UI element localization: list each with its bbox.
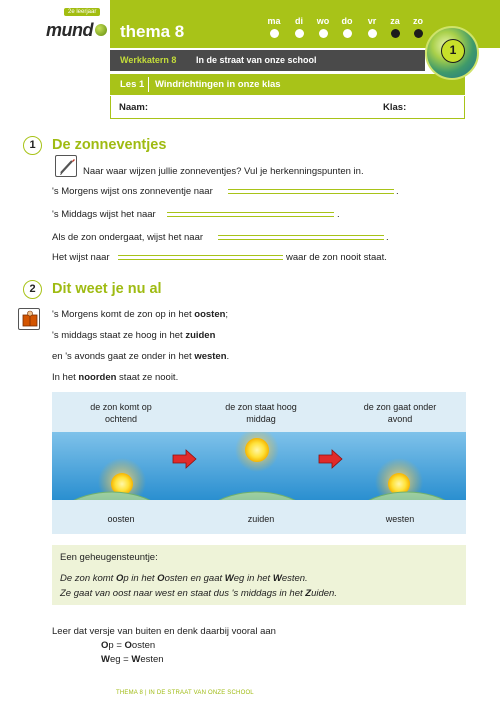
dot-noon: . <box>337 209 340 220</box>
answer-line-never[interactable] <box>118 255 283 260</box>
mnemonic-op: Op = Oosten <box>101 640 156 651</box>
memory-aid-box <box>52 545 466 605</box>
sky-scene <box>52 432 466 500</box>
answer-line-morning[interactable] <box>228 189 394 194</box>
caption-high: de zon staat hoog middag <box>225 402 297 424</box>
caption-westen: westen <box>385 514 415 524</box>
mundo-logo <box>40 8 110 44</box>
fact-north: In het noorden staat ze nooit. <box>52 372 179 383</box>
answer-line-sunset[interactable] <box>218 235 384 240</box>
word-noorden: noorden <box>78 372 117 383</box>
caption-rise: de zon komt op ochtend <box>90 402 152 424</box>
earth-right <box>337 492 466 500</box>
les-label: Les 1 <box>120 79 145 90</box>
day-label-vr: vr <box>367 16 377 26</box>
section-1-number: 1 <box>23 136 42 155</box>
section-1-title: De zonneventjes <box>52 137 167 153</box>
day-dot-zo <box>414 29 423 38</box>
fact-morning: 's Morgens komt de zon op in het oosten; <box>52 309 229 320</box>
memory-aid-title: Een geheugensteuntje: <box>60 552 158 563</box>
earth-middle <box>187 492 327 500</box>
noon-scene <box>187 432 327 500</box>
day-label-di: di <box>295 16 303 26</box>
section-2-title: Dit weet je nu al <box>52 281 162 297</box>
day-label-wo: wo <box>316 16 330 26</box>
mnemonic-weg: Weg = Westen <box>101 654 164 665</box>
arrow-left-icon <box>173 450 196 468</box>
section-1-instruction: Naar waar wijzen jullie zonneventjes? Vul je herkenningspunten in. <box>83 166 364 177</box>
dot-morning: . <box>396 186 399 197</box>
class-label: Klas: <box>383 102 407 113</box>
name-label: Naam: <box>119 102 149 113</box>
section-2-number: 2 <box>23 280 42 299</box>
day-dot-do <box>343 29 352 38</box>
thema-title: thema 8 <box>120 22 185 41</box>
werkkatern-label: Werkkatern 8 <box>120 55 177 65</box>
question-never: Het wijst naar <box>52 252 110 263</box>
werkkatern-title: In de straat van onze school <box>196 55 317 65</box>
word-zuiden: zuiden <box>185 330 216 341</box>
closing-instruction: Leer dat versje van buiten en denk daarbij vooral aan <box>52 626 276 637</box>
fact-evening: en 's avonds gaat ze onder in het westen. <box>52 351 230 362</box>
earth-left <box>52 492 182 500</box>
word-westen: westen <box>194 351 227 362</box>
caption-zuiden: zuiden <box>247 514 275 524</box>
les-separator <box>148 77 149 92</box>
logo-word: mund <box>46 20 93 40</box>
logo-grade-tag: 2e leerjaar <box>64 8 100 16</box>
day-label-ma: ma <box>267 16 281 26</box>
les-title: Windrichtingen in onze klas <box>155 79 281 90</box>
day-label-do: do <box>341 16 353 26</box>
page-footer: THEMA 8 | IN DE STRAAT VAN ONZE SCHOOL <box>116 690 254 696</box>
pencil-icon <box>55 155 77 177</box>
caption-oosten: oosten <box>107 514 135 524</box>
werkkatern-bar <box>110 50 425 71</box>
caption-set: de zon gaat onder avond <box>363 402 437 424</box>
les-bar <box>110 74 465 95</box>
day-dot-wo <box>319 29 328 38</box>
day-label-za: za <box>390 16 400 26</box>
question-sunset: Als de zon ondergaat, wijst het naar <box>52 232 204 243</box>
page-header <box>0 0 500 48</box>
day-dot-ma <box>270 29 279 38</box>
question-never-end: waar de zon nooit staat. <box>286 252 387 263</box>
question-morning: 's Morgens wijst ons zonneventje naar <box>52 186 213 197</box>
sun-path-illustration <box>52 392 466 534</box>
day-label-zo: zo <box>413 16 423 26</box>
fact-noon: 's middags staat ze hoog in het zuiden <box>52 330 216 341</box>
day-dot-di <box>295 29 304 38</box>
answer-line-noon[interactable] <box>167 212 334 217</box>
globe-o-icon <box>95 24 107 36</box>
noon-sun <box>245 438 269 462</box>
arrow-right-icon <box>319 450 342 468</box>
word-oosten: oosten <box>194 309 226 320</box>
day-dot-vr <box>368 29 377 38</box>
dot-sunset: . <box>386 232 389 243</box>
question-noon: 's Middags wijst het naar <box>52 209 156 220</box>
memory-aid-line-1: De zon komt Op in het Oosten en gaat Weg in het Westen. <box>60 573 308 584</box>
name-class-row <box>110 96 465 119</box>
sunrise-scene <box>52 458 182 500</box>
book-icon <box>18 308 40 330</box>
lesson-number-badge: 1 <box>441 39 465 63</box>
sunset-scene <box>337 458 466 500</box>
day-dot-za <box>391 29 400 38</box>
memory-aid-line-2: Ze gaat van oost naar west en staat dus 's middags in het Zuiden. <box>60 588 337 599</box>
